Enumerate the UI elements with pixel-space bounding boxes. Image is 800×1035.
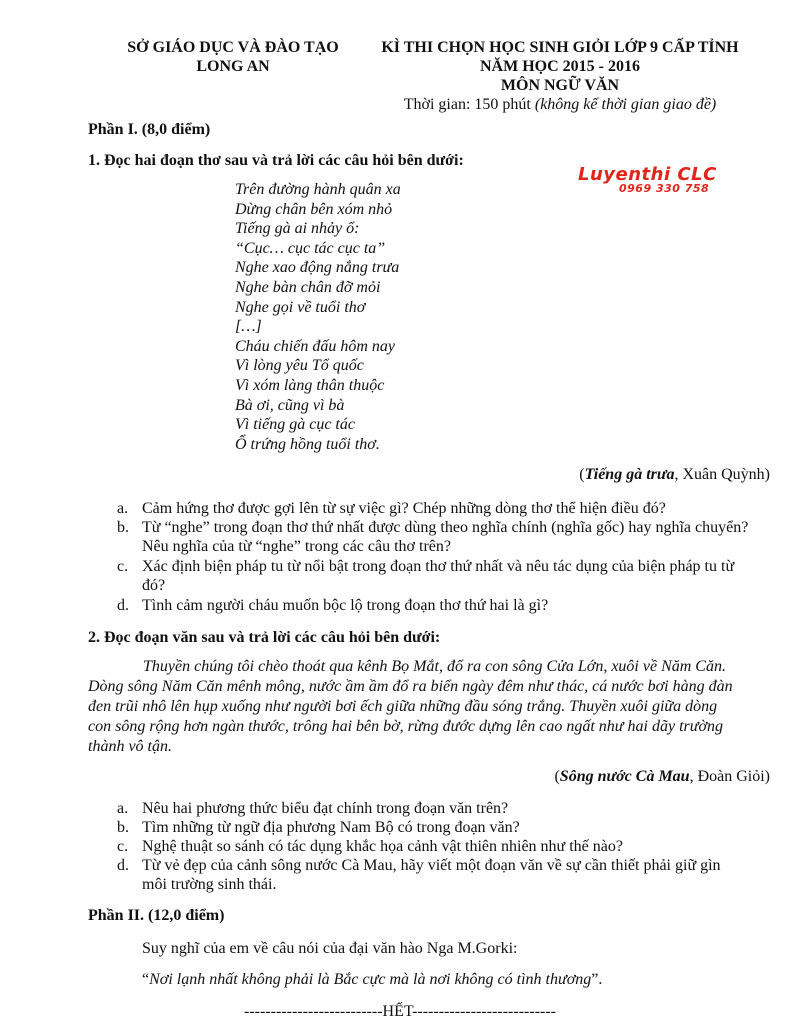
item-label: b.	[117, 819, 129, 836]
item-text: Cảm hứng thơ được gợi lên từ sự việc gì? Chép những dòng thơ thể hiện điều đó?	[142, 500, 666, 517]
item-text: Xác định biện pháp tu từ nổi bật trong đoạn thơ thứ nhất và nêu tác dụng của biện pháp tu từ	[142, 558, 735, 575]
school-year: NĂM HỌC 2015 - 2016	[480, 58, 640, 75]
passage-line: thành vô tận.	[88, 738, 172, 755]
poem-line: “Cục… cục tác cục ta”	[235, 239, 386, 257]
poem-line: Vì tiếng gà cục tác	[235, 416, 355, 434]
question2-item-c	[117, 837, 787, 856]
item-text: Từ vẻ đẹp của cảnh sông nước Cà Mau, hãy viết một đoạn văn về sự cần thiết phải giữ gìn	[142, 857, 721, 874]
question1-item-d	[117, 596, 787, 615]
item-label: c.	[117, 838, 129, 855]
gorki-quote	[142, 970, 602, 990]
item-text: Tìm những từ ngữ địa phương Nam Bộ có trong đoạn văn?	[142, 819, 520, 836]
poem-line: Trên đường hành quân xa	[235, 181, 401, 198]
item-label: c.	[117, 558, 129, 575]
passage-line: Dòng sông Năm Căn mênh mông, nước ầm ầm đổ ra biển ngày đêm như thác, cá nước bơi hàng đàn	[88, 678, 733, 695]
poem	[235, 180, 535, 454]
item-label: b.	[117, 519, 129, 536]
poem-line: Vì lòng yêu Tổ quốc	[235, 357, 364, 375]
poem-line: Bà ơi, cũng vì bà	[235, 396, 345, 414]
poem-line: Nghe gọi về tuổi thơ	[235, 298, 366, 316]
poem-line: Nghe xao động nắng trưa	[235, 259, 400, 277]
subject: MÔN NGỮ VĂN	[500, 77, 620, 94]
part1-title: Phần I. (8,0 điểm)	[88, 121, 211, 138]
item-text: Từ “nghe” trong đoạn thơ thứ nhất được dùng theo nghĩa chính (nghĩa gốc) hay nghĩa chuyển?	[142, 519, 749, 536]
item-label: d.	[117, 857, 129, 874]
item-label: d.	[117, 597, 129, 614]
source-author: , Xuân Quỳnh)	[674, 466, 770, 483]
poem-line: Vì xóm làng thân thuộc	[235, 376, 385, 394]
question1-item-a	[117, 499, 787, 518]
source-open: (	[579, 466, 585, 483]
item-label: a.	[117, 800, 129, 817]
question1-item-b	[117, 518, 787, 556]
quote-text: Nơi lạnh nhất không phải là Bắc cực mà là nơi không có tình thương	[149, 971, 592, 988]
poem-line: Dừng chân bên xóm nhỏ	[235, 200, 393, 218]
poem-line: Cháu chiến đấu hôm nay	[235, 337, 395, 355]
poem-line: Nghe bàn chân đỡ mỏi	[235, 278, 381, 296]
question2-item-d	[117, 856, 787, 894]
poem-line: […]	[235, 318, 262, 336]
end-marker: --------------------------HẾT---------------------------	[243, 1003, 557, 1020]
part2-title: Phần II. (12,0 điểm)	[88, 907, 225, 924]
question2-title: 2. Đọc đoạn văn sau và trả lời các câu hỏi bên dưới:	[88, 629, 441, 646]
source-title: Tiếng gà trưa	[584, 466, 675, 483]
item-text: Nghệ thuật so sánh có tác dụng khắc họa cảnh vật thiên nhiên như thế nào?	[142, 838, 623, 855]
exam-title: KÌ THI CHỌN HỌC SINH GIỎI LỚP 9 CẤP TỈNH	[381, 39, 739, 56]
part2-prompt: Suy nghĩ của em về câu nói của đại văn hào Nga M.Gorki:	[142, 940, 518, 957]
source-title: Sông nước Cà Mau	[559, 768, 690, 785]
source-open: (	[554, 768, 560, 785]
quote-close: ”.	[591, 971, 603, 988]
poem-line: Tiếng gà ai nhảy ổ:	[235, 220, 360, 238]
passage-line: đen trũi nhô lên hụp xuống như người bơi ếch giữa những đầu sóng trắng. Thuyền xuôi giữa dòng	[88, 698, 718, 715]
passage-line: Thuyền chúng tôi chèo thoát qua kênh Bọ Mắt, đổ ra con sông Cửa Lớn, xuôi về Năm Căn.	[143, 658, 726, 675]
passage-line: con sông rộng hơn ngàn thước, trông hai bên bờ, rừng đước dựng lên cao ngất như hai dãy trường	[88, 718, 724, 735]
poem-source	[579, 465, 770, 485]
passage-source	[554, 767, 770, 787]
question1-title: 1. Đọc hai đoạn thơ sau và trả lời các câu hỏi bên dưới:	[88, 152, 464, 169]
time-label: Thời gian: 150 phút	[403, 96, 535, 113]
question1-item-c	[117, 557, 787, 595]
question2-item-b	[117, 818, 787, 837]
quote-open: “	[142, 971, 150, 988]
department-name: SỞ GIÁO DỤC VÀ ĐÀO TẠO	[127, 39, 339, 56]
source-author: , Đoàn Giỏi)	[689, 768, 770, 785]
question2-item-a	[117, 799, 787, 818]
exam-time	[360, 95, 760, 115]
item-text-cont: đó?	[142, 577, 166, 594]
time-note: (không kể thời gian giao đề)	[534, 96, 717, 113]
province-name: LONG AN	[196, 58, 270, 75]
item-text-cont: Nêu nghĩa của từ “nghe” trong các câu thơ trên?	[142, 538, 451, 555]
item-label: a.	[117, 500, 129, 517]
poem-line: Ổ trứng hồng tuổi thơ.	[235, 435, 380, 453]
item-text-cont: môi trường sinh thái.	[142, 876, 277, 893]
watermark-phone: 0969 330 758	[619, 182, 710, 195]
item-text: Tình cảm người cháu muốn bộc lộ trong đoạn thơ thứ hai là gì?	[142, 597, 549, 614]
watermark-name: Luyenthi CLC	[578, 164, 717, 185]
item-text: Nêu hai phương thức biểu đạt chính trong đoạn văn trên?	[142, 800, 509, 817]
passage	[88, 657, 788, 757]
